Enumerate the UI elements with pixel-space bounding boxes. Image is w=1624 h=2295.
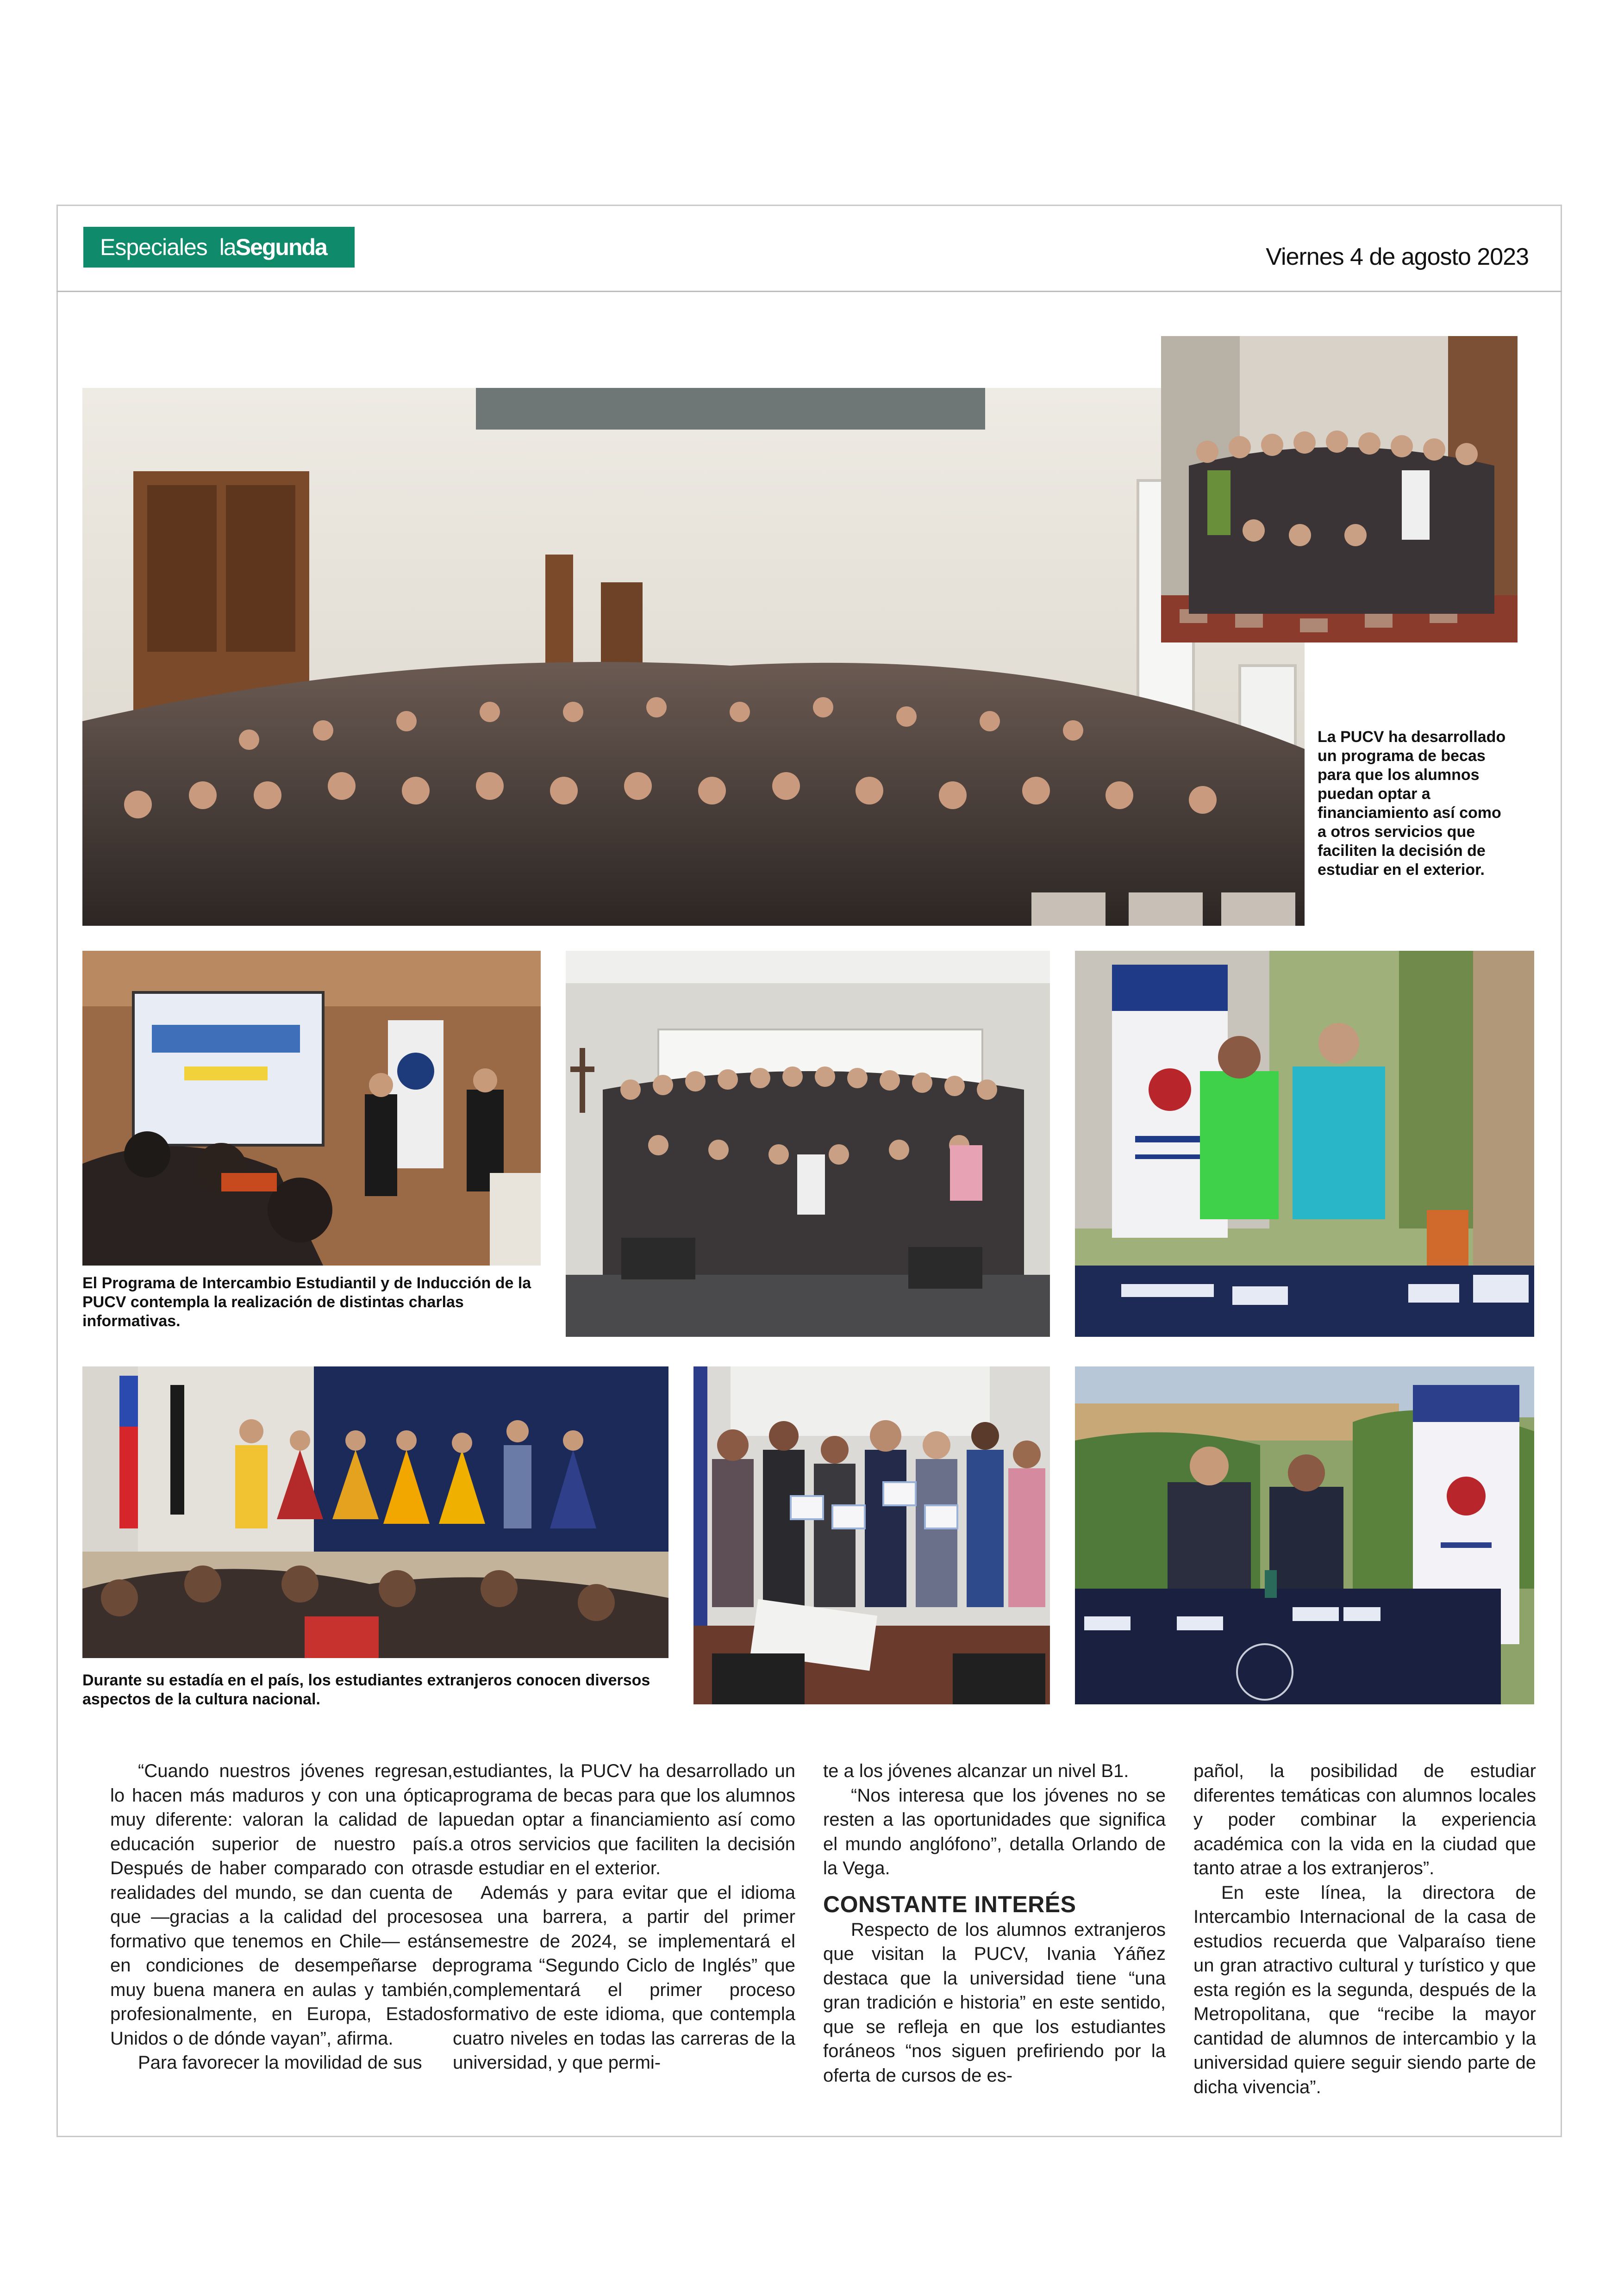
article-column-3 (823, 1759, 1166, 2088)
caption-becas: La PUCV ha desarrollado un programa de becas para que los alumnos puedan optar a financiamiento así como a otros servicios que faciliten la decisión de estudiar en el exterior. (1318, 728, 1506, 879)
photo-folk-dance (82, 1366, 668, 1658)
photo-stand-green (1075, 951, 1534, 1337)
paragraph: estudiantes, la PUCV ha desarrollado un programa de becas para que los alumnos puedan optar a financiamiento así como a otros servicios que faciliten la decisión de estudiar en el exterior. (453, 1761, 795, 1878)
article-column-4 (1193, 1759, 1536, 2099)
masthead-section: Especiales (100, 234, 207, 260)
paragraph: “Cuando nuestros jóvenes regresan, lo hacen más maduros y con una óptica muy diferente: valoran la calidad de la educación superior de nuestro país. Después de haber comparado con otras realidades del mundo, se dan cuenta de que —gracias a la calidad del proceso formativo que tenemos en Chile— están en condiciones de desempeñarse de muy buena manera en aulas y también, profesionalmente, en Europa, Estados Unidos o de dónde vayan”, afirma. (110, 1761, 453, 2049)
subheading: CONSTANTE INTERÉS (823, 1891, 1076, 1917)
paragraph: “Nos interesa que los jóvenes no se resten a las oportunidades que significa el mundo anglófono”, detalla Orlando de la Vega. (823, 1785, 1166, 1878)
photo-hallway-group (1161, 336, 1518, 642)
photo-charla-projector (82, 951, 541, 1266)
photo-stand-outdoor (1075, 1366, 1534, 1704)
masthead (83, 227, 355, 268)
photo-auditorium (82, 388, 1305, 926)
paragraph: Respecto de los alumnos extranjeros que visitan la PUCV, Ivania Yáñez destaca que la universidad tiene “una gran tradición e historia” en este sentido, que se refleja en que los estudiantes foráneos “nos siguen prefiriendo por la oferta de cursos de es- (823, 1919, 1166, 2086)
caption-charlas: El Programa de Intercambio Estudiantil y de Inducción de la PUCV contempla la realización de distintas charlas informativas. (82, 1274, 531, 1330)
masthead-logo (219, 234, 327, 261)
masthead-brand-name: Segunda (235, 234, 327, 260)
paragraph: Además y para evitar que el idioma sea una barrera, a partir del primer semestre de 2024, se implementará el programa “Segundo Ciclo de Inglés” que complementará el primer proceso formativo de este idioma, que contempla cuatro niveles en todas las carreras de la universidad, y que permi- (453, 1882, 795, 2073)
photo-diplomas (693, 1366, 1050, 1704)
article-column-1 (110, 1759, 453, 2075)
caption-cultura: Durante su estadía en el país, los estudiantes extranjeros conocen diversos aspectos de la cultura nacional. (82, 1671, 650, 1708)
header-rule (56, 291, 1562, 292)
paragraph: Para favorecer la movilidad de sus (138, 2052, 422, 2073)
paragraph: te a los jóvenes alcanzar un nivel B1. (823, 1761, 1129, 1781)
paragraph: En este línea, la directora de Intercambio Internacional de la casa de estudios recuerda que Valparaíso tiene un gran atractivo cultural y turístico y que esta región es la segunda, después de la Metropolitana, que “recibe la mayor cantidad de alumnos de intercambio y la universidad quiere seguir siendo parte de dicha vivencia”. (1193, 1882, 1536, 2097)
article-column-2 (453, 1759, 795, 2075)
masthead-brand-prefix: la (219, 234, 236, 260)
issue-date: Viernes 4 de agosto 2023 (1266, 243, 1529, 270)
paragraph: pañol, la posibilidad de estudiar diferentes temáticas con alumnos locales y poder combinar la experiencia académica con la vida en la ciudad que tanto atrae a los extranjeros”. (1193, 1761, 1536, 1878)
photo-classroom-group (566, 951, 1050, 1337)
